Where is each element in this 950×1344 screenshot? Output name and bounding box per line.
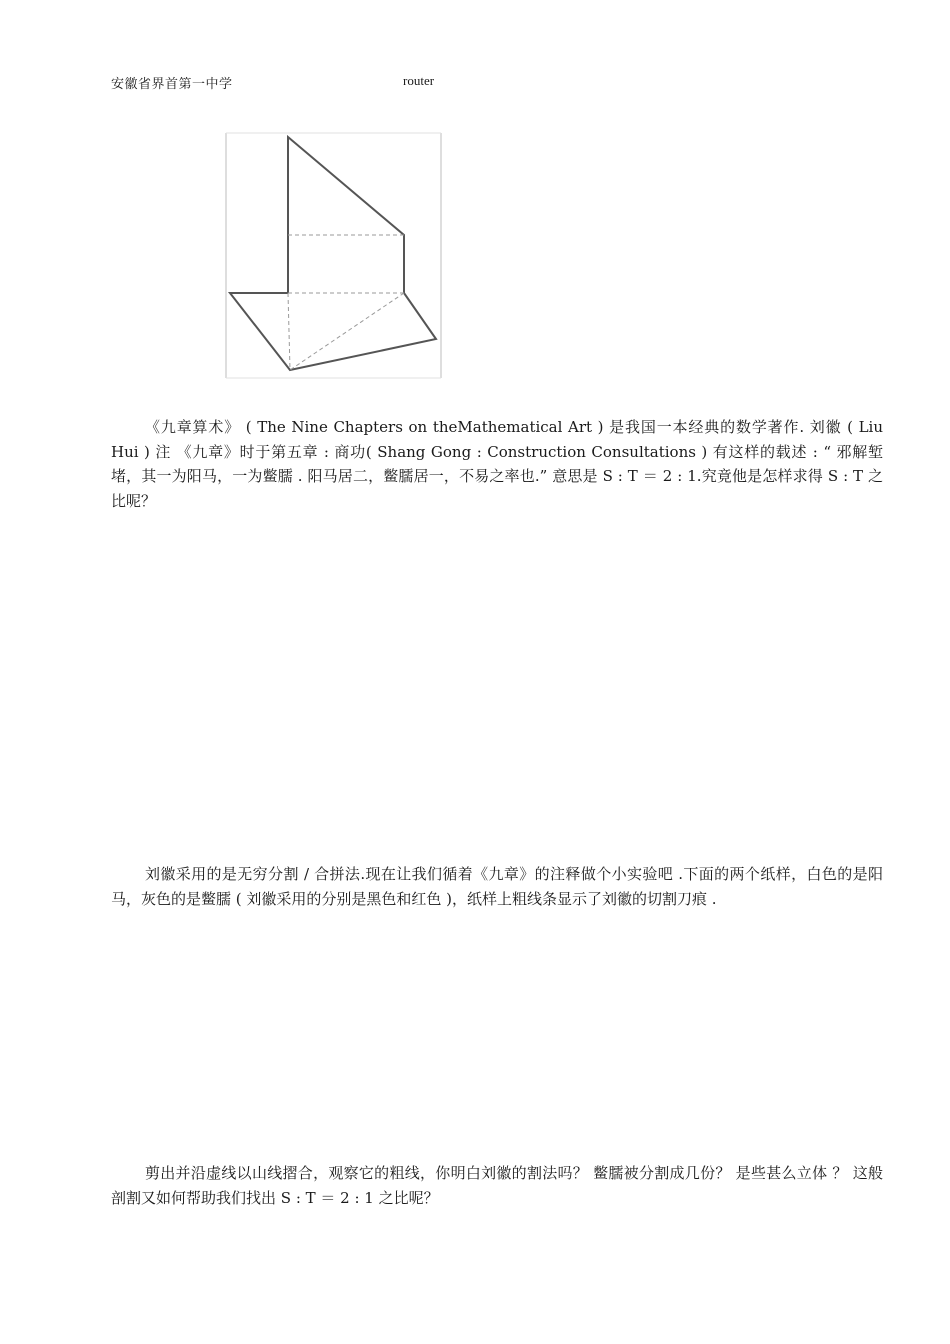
net-outline <box>230 137 436 370</box>
fold-line-vertical <box>288 293 290 370</box>
paragraph-method: 刘徽采用的是无穷分割 / 合拼法.现在让我们循着《九章》的注释做个小实验吧 .下面的两个纸样，白色的是阳马，灰色的是鳖臑 ( 刘徽采用的分别是黑色和红色 )，纸样上粗线条显示了刘徽的切割刀痕 . <box>111 865 883 908</box>
paper-net-figure <box>224 131 443 380</box>
paragraph-questions: 剪出并沿虚线以山线摺合，观察它的粗线，你明白刘徽的割法吗？ 鳖臑被分割成几份？ 是些甚么立体 ？ 这般剖割又如何帮助我们找出 S : T ＝ 2 : 1 之比呢？ <box>111 1164 883 1207</box>
header-school: 安徽省界首第一中学 <box>111 77 233 92</box>
paragraph-intro: 《九章算术》 ( The Nine Chapters on theMathematical Art ) 是我国一本经典的数学著作. 刘徽 ( Liu Hui ) 注 《九章》时于第五章 : 商功( Shang Gong : Construction Consultations ) 有这样的载述 : “ 邪解堑堵，其一为阳马，一为鳖臑 . 阳马居二，鳖臑居一，不易之率也.” 意思是 S : T ＝ 2 : 1.究竟他是怎样求得 S : T 之比呢？ <box>111 418 883 510</box>
header-router: router <box>403 73 435 88</box>
